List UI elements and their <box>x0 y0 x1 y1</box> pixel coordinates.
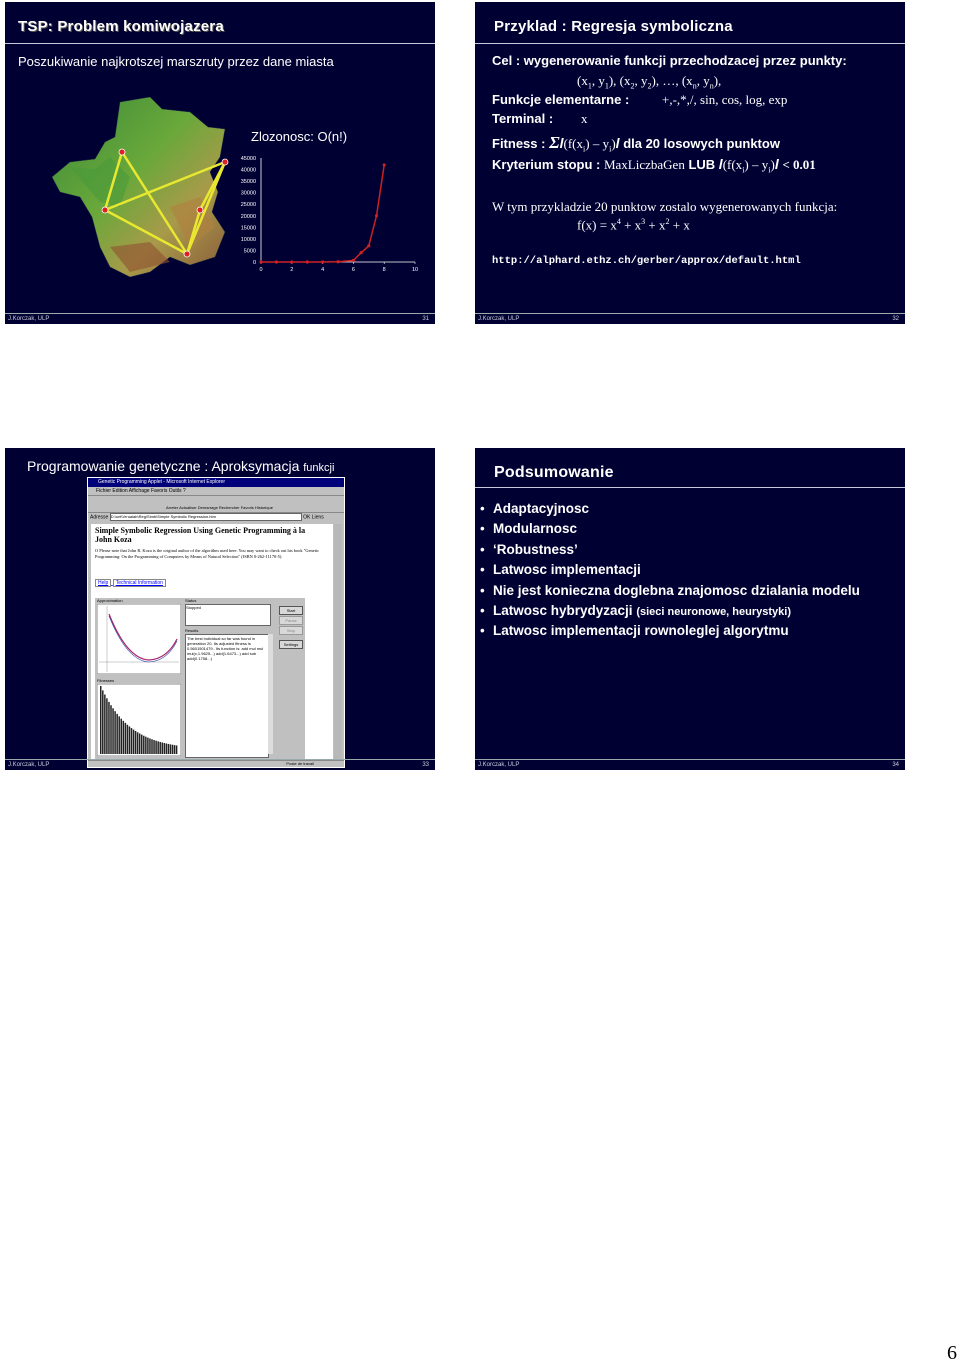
fitness-bar <box>176 745 178 754</box>
fitness-bar <box>168 744 170 754</box>
city-point <box>102 207 108 213</box>
fitness-bar <box>127 725 128 754</box>
links-button[interactable]: Liens <box>311 514 324 521</box>
fitness-bar <box>147 738 149 754</box>
bullet-item: • Nie jest konieczna doglebna znajomosc dzialania modelu <box>493 583 860 598</box>
fitness-bar <box>155 741 157 754</box>
series-line <box>261 165 384 262</box>
bullet-item: • Modularnosc <box>493 521 577 536</box>
terminal-value: x <box>581 111 588 126</box>
fitness-bar <box>106 698 108 754</box>
page-heading: Simple Symbolic Regression Using Genetic Programming à la John Koza <box>95 526 306 544</box>
fitness-bar <box>108 702 110 754</box>
fitness-bar <box>174 745 176 754</box>
footer-rule <box>475 313 905 314</box>
example-function: $f(x) = x^4 + x^3 + x^2 + x$ <box>577 217 690 233</box>
y-tick-label: 0 <box>252 260 256 266</box>
bullet-item: • Adaptacyjnosc <box>493 501 589 516</box>
slide-title <box>27 458 334 474</box>
x-tick-label: 4 <box>321 267 325 273</box>
functions-label: Funkcje elementarne : <box>492 92 630 107</box>
fitness-bar <box>153 740 155 754</box>
footer-rule <box>5 759 435 760</box>
fitness-bar <box>135 731 137 754</box>
functions-line <box>492 92 788 107</box>
browser-content <box>91 524 333 761</box>
fitness-bar <box>159 742 161 754</box>
data-point <box>321 260 324 263</box>
results-label: Results <box>185 628 199 633</box>
fitness-bar <box>118 716 120 754</box>
page-number: 6 <box>947 1342 957 1364</box>
city-point <box>119 149 125 155</box>
data-point <box>290 260 293 263</box>
fitness-bar <box>116 714 118 754</box>
slide-number: 32 <box>892 316 899 322</box>
bullet-item <box>493 603 791 618</box>
approximation-plot <box>97 604 181 674</box>
x-tick-label: 2 <box>290 267 294 273</box>
fitness-bar <box>129 726 131 754</box>
page-scrollbar[interactable] <box>334 524 342 761</box>
slide-number: 31 <box>422 316 429 322</box>
fitness-bar <box>172 745 174 754</box>
fitness-label: Fitness : <box>492 136 546 151</box>
slide-33 <box>5 448 435 770</box>
footer-author: J.Korczak, ULP <box>478 762 520 768</box>
stop-label: Kryterium stopu : <box>492 157 601 172</box>
bullet-item: • Latwosc implementacji rownoleglej algorytmu <box>493 623 789 638</box>
city-point <box>184 251 190 257</box>
toolbar-labels[interactable]: Arreter Actualiser Demarrage Rechercher Favoris Historique <box>166 505 273 510</box>
footer-author: J.Korczak, ULP <box>8 762 50 768</box>
data-point <box>352 259 355 262</box>
y-tick-label: 40000 <box>240 167 256 174</box>
fitness-bar <box>137 732 139 754</box>
address-input[interactable]: D:\unt\Vrrualab\Reg\Simb\Simple Symbolic Regression.htm <box>110 513 302 521</box>
slide-number: 33 <box>422 762 429 768</box>
fitness-bar <box>166 743 168 754</box>
footer-rule <box>475 759 905 760</box>
fitness-bar <box>143 736 145 754</box>
fitness-bar <box>157 741 159 754</box>
bullet-item: • Latwosc implementacji <box>493 562 641 577</box>
y-tick-label: 15000 <box>240 225 256 232</box>
address-bar <box>88 513 344 522</box>
fitness-bar <box>104 695 106 754</box>
slide-title: Przyklad : Regresja symboliczna <box>494 18 733 35</box>
data-point <box>375 214 378 217</box>
functions-value: +,-,*,/, sin, cos, log, exp <box>662 92 788 107</box>
slide-32 <box>475 2 905 324</box>
browser-menu[interactable]: Fichier Edition Affichage Favoris Outils ? <box>96 488 186 494</box>
stop-line: Kryterium stopu : MaxLiczbaGen LUB $l(f(x_i) - y_i)l < 0.01$ <box>492 156 816 175</box>
fitness-bar <box>131 728 133 754</box>
browser-titlebar: Genetic Programming Applet - Microsoft Internet Explorer <box>88 478 344 487</box>
data-point <box>336 260 339 263</box>
footer-author: J.Korczak, ULP <box>8 316 50 322</box>
approx-label: Approximation <box>97 598 123 603</box>
data-point <box>367 244 370 247</box>
x-tick-label: 6 <box>351 267 355 273</box>
complexity-chart <box>225 152 425 277</box>
data-point <box>383 163 386 166</box>
pause-button[interactable]: Pause <box>279 616 303 625</box>
data-point <box>306 260 309 263</box>
data-point <box>259 260 262 263</box>
footer-author: J.Korczak, ULP <box>478 316 520 322</box>
fitness-label: Fitnesses <box>97 678 115 683</box>
footer-rule <box>5 313 435 314</box>
fitness-bar <box>151 739 153 754</box>
bullet-item: • ‘Robustness’ <box>493 542 578 557</box>
title-rule <box>5 43 435 44</box>
slide-34 <box>475 448 905 770</box>
fitness-suffix: dla 20 losowych punktow <box>623 136 780 151</box>
address-label: Adresse <box>90 514 109 521</box>
fitness-bar <box>112 708 114 754</box>
page-note: O Please note that John R. Koza is the original author of the algorithm used here. You may want to check out his book "Genetic Programming: On the Programming of Computers by Means of Natural Selection" (ISBN 0-262-11170-5). <box>95 548 320 559</box>
fitness-bar <box>100 686 102 754</box>
fitness-bar <box>141 735 143 754</box>
title-rule <box>475 487 905 488</box>
data-point <box>275 260 278 263</box>
fitness-bar <box>164 743 166 754</box>
terminal-line <box>492 111 588 126</box>
slide-number: 34 <box>892 762 899 768</box>
stop-or: LUB <box>688 157 716 172</box>
fitness-bar <box>145 737 147 754</box>
y-tick-label: 30000 <box>240 190 256 197</box>
y-tick-label: 5000 <box>243 248 256 255</box>
goal-text: Cel : wygenerowanie funkcji przechodzacej przez punkty: <box>492 53 847 68</box>
complexity-label: Zlozonosc: O(n!) <box>251 129 348 144</box>
bullet-extra: (sieci neuronowe, heurystyki) <box>636 606 791 618</box>
example-text: W tym przykladzie 20 punktow zostalo wygenerowanych funkcja: <box>492 199 838 214</box>
x-tick-label: 0 <box>259 267 263 273</box>
france-map <box>50 97 240 282</box>
y-tick-label: 20000 <box>240 213 256 220</box>
results-text: The best individual so far was found in generation 20. Its adjusted fitness is 0.5601501479.. Its function is: add mul mul mul(x,1.9625...) add(1.6473...) add sub add(0.1758...) <box>185 634 269 758</box>
y-tick-label: 35000 <box>240 179 256 186</box>
browser-toolbar <box>88 495 344 513</box>
x-tick-label: 8 <box>382 267 386 273</box>
title-rule <box>475 43 905 44</box>
stop-threshold: < 0.01 <box>782 157 816 172</box>
slide-title-main: Programowanie genetyczne : Aproksymacja <box>27 458 300 474</box>
fitness-bar <box>170 744 172 754</box>
y-tick-label: 10000 <box>240 236 256 243</box>
fitness-bar <box>133 730 135 754</box>
slide-title-tail: funkcji <box>303 462 335 474</box>
fitness-bar <box>110 705 112 754</box>
y-tick-label: 25000 <box>240 202 256 209</box>
fitness-bar <box>162 742 164 754</box>
data-point <box>360 251 363 254</box>
y-tick-label: 45000 <box>240 156 256 162</box>
help-link[interactable]: Help <box>95 579 111 587</box>
status-zone: Poste de travail <box>286 761 314 766</box>
stop-value: MaxLiczbaGen <box>603 157 685 172</box>
fitness-bar <box>114 711 116 754</box>
tech-info-link[interactable]: Technical Information <box>113 579 166 587</box>
browser-window <box>87 477 345 768</box>
sigma-symbol: Σ <box>549 133 560 152</box>
fitness-bar <box>121 719 123 754</box>
stop-button[interactable]: Stop <box>279 626 303 635</box>
settings-button[interactable]: Settings <box>279 640 303 649</box>
fitness-bar <box>102 690 104 754</box>
slide-title: Podsumowanie <box>494 464 614 481</box>
fitness-line: Fitness : $\Sigma l(f(x_i) - y_i)l$ dla 20 losowych punktow <box>492 133 780 154</box>
applet-panel <box>95 598 305 760</box>
slide-subtitle: Poszukiwanie najkrotszej marszruty przez dane miasta <box>18 54 334 69</box>
points-formula: ($x_1$, $y_1$), ($x_2$, $y_2$), …, ($x_n$, $y_n$), <box>577 73 722 91</box>
status-field: Stopped <box>185 604 271 626</box>
browser-statusbar <box>88 760 344 767</box>
fitness-bar <box>139 734 141 754</box>
goal-line <box>492 53 847 68</box>
go-button[interactable]: OK <box>303 514 311 521</box>
bullet-text: Latwosc hybrydyzacji <box>493 603 633 618</box>
page-links <box>95 580 166 586</box>
fitness-histogram <box>97 684 181 756</box>
status-label: Status <box>185 598 197 603</box>
slide-title: TSP: Problem komiwojazera <box>18 18 224 35</box>
reference-url[interactable]: http://alphard.ethz.ch/gerber/approx/default.html <box>492 255 801 267</box>
x-tick-label: 10 <box>411 267 419 273</box>
fitness-bar <box>125 723 127 754</box>
start-button[interactable]: Start <box>279 606 303 615</box>
fitness-bar <box>123 721 125 754</box>
terminal-label: Terminal : <box>492 111 554 126</box>
slide-31 <box>5 2 435 324</box>
results-scrollbar[interactable] <box>268 634 273 754</box>
city-point <box>197 207 203 213</box>
fitness-bar <box>149 738 151 754</box>
